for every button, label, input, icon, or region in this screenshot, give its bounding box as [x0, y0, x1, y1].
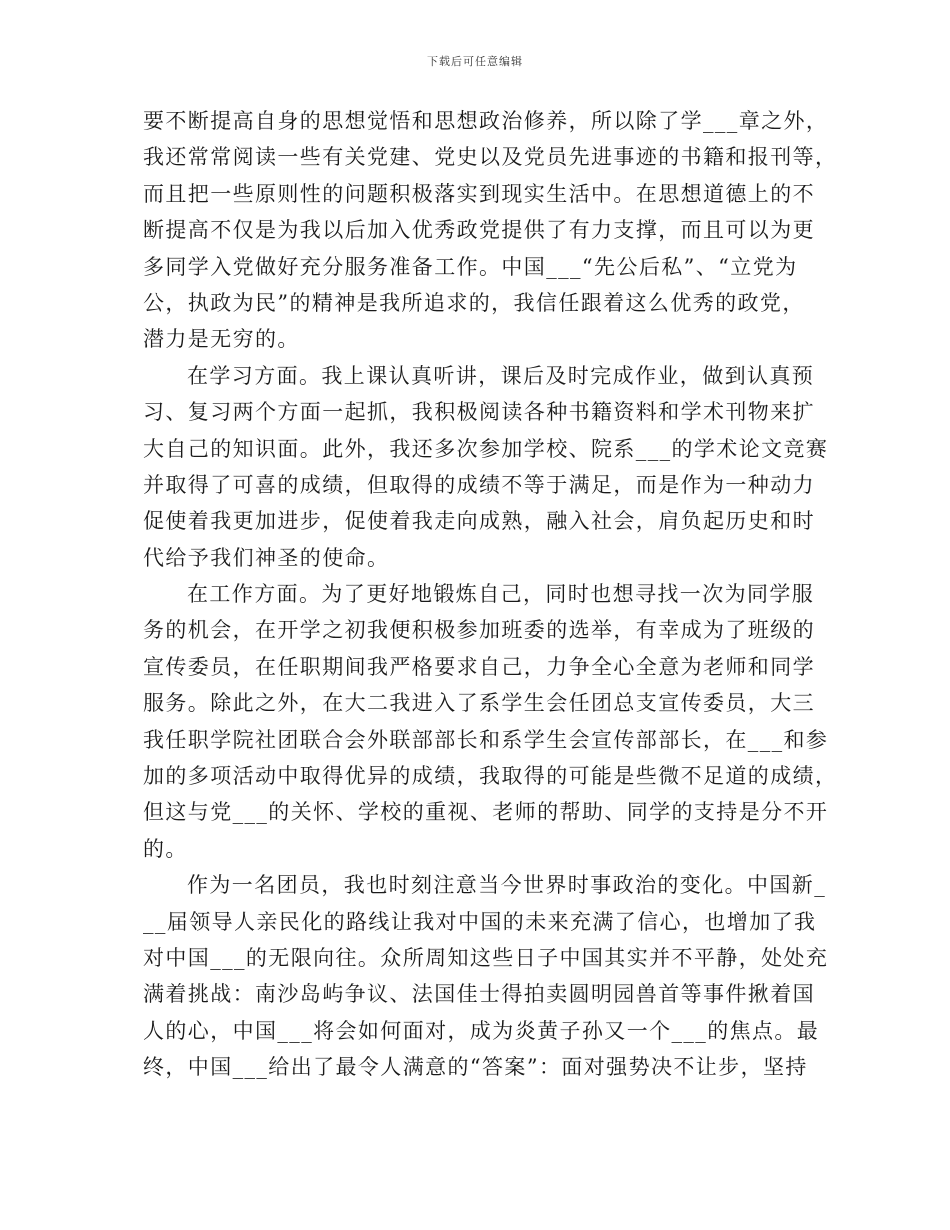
paragraph-2: [143, 358, 829, 576]
text-line: 公，执政为民”的精神是我所追求的，我信任跟着这么优秀的政党，: [143, 290, 805, 315]
text-line: 的。: [143, 836, 188, 861]
paragraph-4: [143, 867, 829, 1085]
text-line: 并取得了可喜的成绩，但取得的成绩不等于满足，而是作为一种动力: [143, 472, 815, 497]
text-line: 满着挑战：南沙岛屿争议、法国佳士得拍卖圆明园兽首等事件揪着国: [143, 982, 815, 1007]
text-line: 务的机会，在开学之初我便积极参加班委的选举，有幸成为了班级的: [143, 618, 815, 643]
text-line: 我还常常阅读一些有关党建、党史以及党员先进事迹的书籍和报刊等，: [143, 145, 838, 170]
text-line: 终，中国___给出了最令人满意的“答案”：面对强势决不让步，坚持: [143, 1055, 808, 1080]
paragraph-3: [143, 576, 838, 867]
text-line: 代给予我们神圣的使命。: [143, 545, 390, 570]
text-line: 要不断提高自身的思想觉悟和思想政治修养，所以除了学___章之外，: [143, 109, 829, 133]
text-line: 在工作方面。为了更好地锻炼自己，同时也想寻找一次为同学服: [187, 582, 815, 607]
text-line: 多同学入党做好充分服务准备工作。中国___“先公后私”、“立党为: [143, 254, 798, 279]
text-line: 潜力是无穷的。: [143, 327, 300, 352]
text-line: 宣传委员，在任职期间我严格要求自己，力争全心全意为老师和同学: [143, 654, 815, 679]
text-line: 促使着我更加进步，促使着我走向成熟，融入社会，肩负起历史和时: [143, 509, 815, 534]
document-body: [143, 103, 838, 1086]
text-line: 人的心，中国___将会如何面对，成为炎黄子孙又一个___的焦点。最: [143, 1018, 820, 1043]
text-line: 但这与党___的关怀、学校的重视、老师的帮助、同学的支持是分不开: [143, 800, 829, 825]
text-line: 作为一名团员，我也时刻注意当今世界时事政治的变化。中国新_: [187, 873, 827, 898]
paragraph-1: [143, 103, 838, 358]
text-line: 断提高不仅是为我以后加入优秀政党提供了有力支撑，而且可以为更: [143, 218, 815, 243]
text-line: 对中国___的无限向往。众所周知这些日子中国其实并不平静，处处充: [143, 945, 829, 970]
text-line: 我任职学院社团联合会外联部部长和系学生会宣传部部长，在___和参: [143, 727, 829, 752]
text-line: 而且把一些原则性的问题积极落实到现实生活中。在思想道德上的不: [143, 181, 815, 206]
text-line: 加的多项活动中取得优异的成绩，我取得的可能是些微不足道的成绩，: [143, 764, 838, 789]
text-line: 在学习方面。我上课认真听讲，课后及时完成作业，做到认真预: [187, 363, 815, 388]
text-line: 习、复习两个方面一起抓，我积极阅读各种书籍资料和学术刊物来扩: [143, 400, 815, 425]
page-header: 下载后可任意编辑: [427, 55, 523, 68]
text-line: __届领导人亲民化的路线让我对中国的未来充满了信心，也增加了我: [143, 909, 817, 934]
text-line: 服务。除此之外，在大二我进入了系学生会任团总支宣传委员，大三: [143, 691, 815, 716]
text-line: 大自己的知识面。此外，我还多次参加学校、院系___的学术论文竞赛: [143, 436, 829, 461]
